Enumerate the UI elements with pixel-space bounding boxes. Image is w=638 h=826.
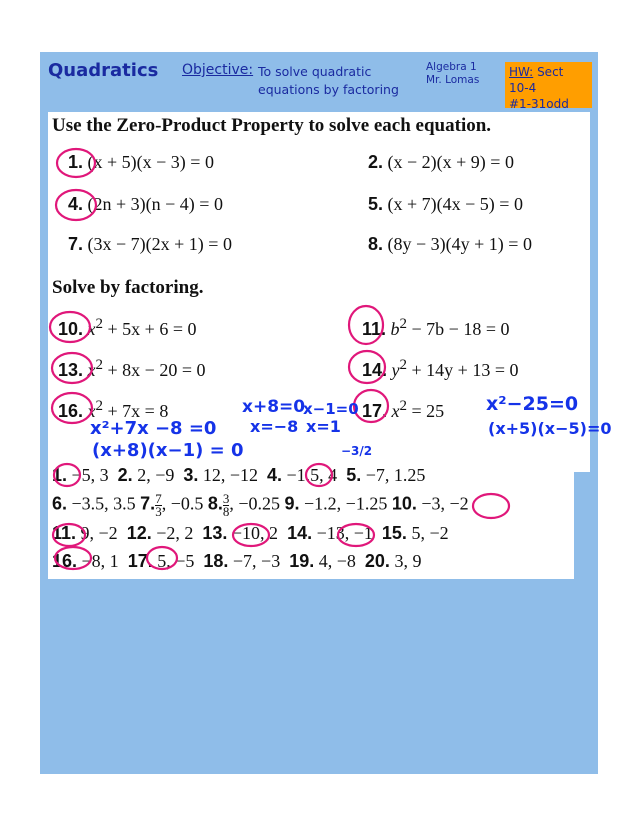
page-title: Quadratics (48, 60, 159, 81)
ink-roots-a: x+8=0 (242, 397, 306, 417)
problem-4: 4. (2n + 3)(n − 4) = 0 (68, 194, 223, 214)
problem-7: 7. (3x − 7)(2x + 1) = 0 (68, 234, 232, 254)
ink-p16-step2: (x+8)(x−1) = 0 (92, 440, 244, 461)
section1-heading: Use the Zero-Product Property to solve each equation. (52, 115, 492, 136)
hw-section: 10-4 (509, 81, 537, 95)
hw-label: HW: (509, 65, 534, 79)
ink-roots-b: x−1=0 (303, 400, 359, 418)
problem-11: 11. $b^2 - 7b - 18 = 0$ (362, 316, 510, 339)
ink-roots-d: x=1 (306, 417, 341, 436)
slide-background (40, 52, 598, 774)
ink-p16-step1: x²+7x −8 =0 (90, 418, 217, 439)
course-info (426, 61, 479, 87)
problem-1: 1. (x + 5)(x − 3) = 0 (68, 152, 214, 172)
problem-8: 8. (8y − 3)(4y + 1) = 0 (368, 234, 532, 254)
objective-line-1: To solve quadratic (258, 64, 372, 79)
ink-roots-c: x=−8 (250, 417, 299, 436)
ink-frac-note: −3/2 (341, 444, 373, 458)
course-name: Algebra 1 (426, 61, 477, 73)
answer-row-3: 11. 9, −2 12. −2, 2 13. −10, 2 14. −13, −1 15. 5, −2 (52, 523, 449, 543)
hw-sect: Sect (537, 65, 564, 79)
section2-heading: Solve by factoring. (52, 277, 204, 298)
teacher-name: Mr. Lomas (426, 74, 480, 86)
problem-14: 14. $y^2 + 14y + 13 = 0$ (362, 357, 519, 380)
answer-row-2: 6. −3.5, 3.5 7. $\frac{7}{3}$ , −0.5 8. $\frac{3}{8}$ , −0.25 9. −1.2, −1.25 10. −3, −2 (52, 491, 469, 519)
problem-16: 16. $x^2 + 7x = 8$ (58, 398, 169, 421)
answer-row-1: 1. −5, 3 2. 2, −9 3. 12, −12 4. −1.5, 4 5. −7, 1.25 (52, 465, 426, 485)
objective-text (258, 63, 418, 99)
answer-row-4: 16. −8, 1 17. 5, −5 18. −7, −3 19. 4, −8 20. 3, 9 (52, 551, 422, 571)
homework-box (505, 62, 592, 111)
ink-p17-step2: (x+5)(x−5)=0 (488, 419, 612, 438)
objective-label: Objective: (182, 62, 254, 78)
problem-5: 5. (x + 7)(4x − 5) = 0 (368, 194, 523, 214)
problem-10: 10. $x^2 + 5x + 6 = 0$ (58, 316, 197, 339)
ink-p17-step1: x²−25=0 (486, 393, 579, 415)
problem-2: 2. (x − 2)(x + 9) = 0 (368, 152, 514, 172)
problems-panel (48, 112, 590, 472)
problem-17: 17. $x^2 = 25$ (362, 398, 445, 421)
hw-problems: #1-31odd (509, 97, 569, 111)
problem-13: 13. $x^2 + 8x - 20 = 0$ (58, 357, 206, 380)
answer-key-panel (48, 459, 574, 579)
objective-line-2: equations by factoring (258, 82, 399, 97)
